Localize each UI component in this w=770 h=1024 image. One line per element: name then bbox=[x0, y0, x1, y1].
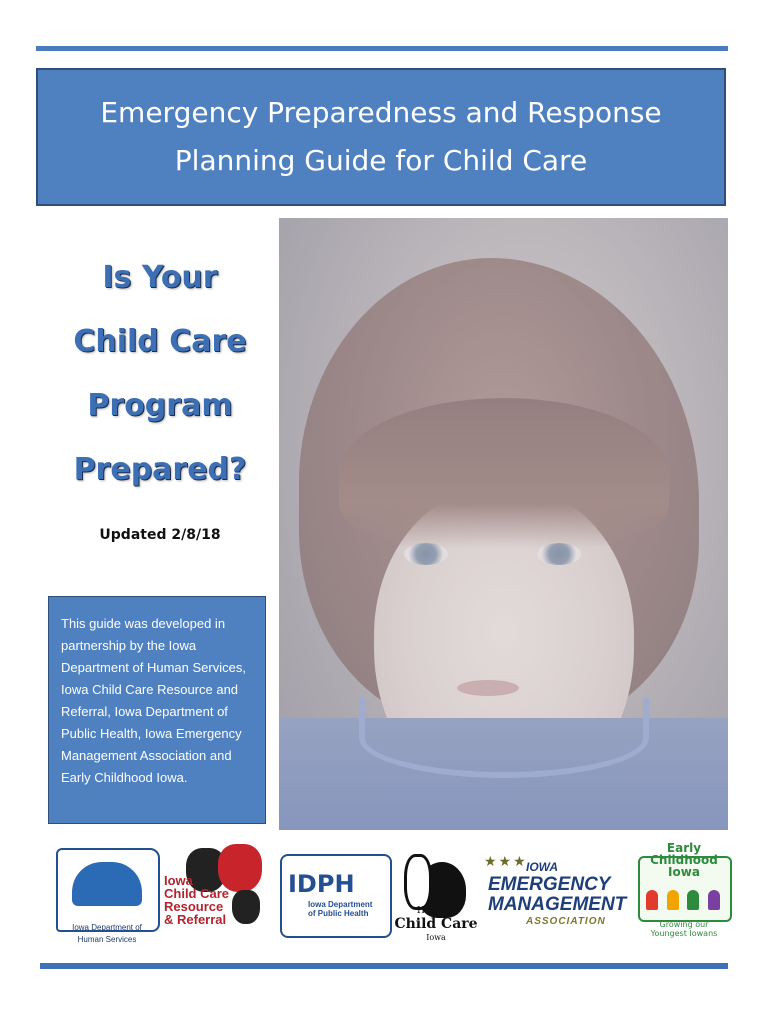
emergency-management-logo bbox=[482, 840, 634, 950]
hcc-big: Child Care bbox=[394, 916, 478, 932]
title-banner bbox=[36, 68, 726, 206]
eci-line-2: Childhood bbox=[650, 853, 718, 867]
idph-line-2: of Public Health bbox=[308, 909, 369, 918]
hcc-state: Iowa bbox=[426, 933, 446, 942]
eci-tag-line-2: Youngest Iowans bbox=[650, 929, 718, 938]
eci-tag-line-1: Growing our bbox=[659, 920, 709, 929]
headline-line-4: Prepared? bbox=[73, 452, 247, 487]
partnership-info-box bbox=[48, 596, 266, 824]
headline-line-2: Child Care bbox=[73, 324, 247, 359]
eci-tagline bbox=[636, 920, 732, 938]
people-icon bbox=[72, 862, 142, 906]
ccrr-line-1: Iowa bbox=[164, 873, 193, 888]
headline-line-1: Is Your bbox=[102, 260, 218, 295]
idph-line-1: Iowa Department bbox=[308, 900, 373, 909]
eci-line-1: Early bbox=[666, 841, 702, 855]
bottom-rule bbox=[40, 963, 728, 969]
idph-mark: IDPH bbox=[288, 870, 355, 898]
top-rule bbox=[36, 46, 728, 51]
partnership-text: This guide was developed in partnership by the Iowa Department of Human Services, Iowa Child Care Resource and Referral, Iowa Department of Public Health, Iowa Emergency Management Association and Early Childhood Iowa. bbox=[61, 616, 246, 785]
handprint-icon bbox=[232, 890, 260, 924]
ccrr-line-4: & Referral bbox=[164, 912, 227, 927]
child-photo bbox=[279, 218, 728, 830]
updated-date: Updated 2/8/18 bbox=[99, 527, 221, 543]
idhs-caption bbox=[52, 922, 162, 946]
idhs-caption-line-1: Iowa Department of bbox=[72, 923, 142, 932]
idph-logo bbox=[280, 840, 390, 950]
family-icon bbox=[646, 890, 720, 910]
ema-line-1: EMERGENCY bbox=[488, 874, 611, 895]
stars-icon: ★★★ bbox=[484, 854, 528, 870]
ema-iowa: IOWA bbox=[526, 860, 558, 874]
eci-title bbox=[636, 842, 732, 878]
headline-line-3: Program bbox=[87, 388, 233, 423]
ccrr-line-3: Resource bbox=[164, 899, 224, 914]
early-childhood-iowa-logo bbox=[636, 840, 732, 950]
hcc-small: Healthy bbox=[417, 906, 453, 916]
ema-association: ASSOCIATION bbox=[526, 916, 606, 927]
ema-line-2: MANAGEMENT bbox=[488, 894, 627, 915]
title-line-1: Emergency Preparedness and Response bbox=[100, 96, 662, 129]
ccrr-line-2: Child Care bbox=[164, 886, 230, 901]
healthy-child-care-logo bbox=[390, 840, 480, 950]
headline-question bbox=[40, 246, 280, 502]
ccrr-text bbox=[164, 874, 229, 926]
idph-subtitle bbox=[308, 900, 372, 918]
child-figure-icon bbox=[404, 854, 432, 910]
eci-line-3: Iowa bbox=[668, 865, 700, 879]
ccrr-logo bbox=[162, 840, 272, 950]
idhs-caption-line-2: Human Services bbox=[77, 935, 137, 944]
title-line-2: Planning Guide for Child Care bbox=[174, 144, 588, 177]
partner-logos bbox=[44, 840, 734, 950]
idhs-logo bbox=[52, 840, 162, 950]
